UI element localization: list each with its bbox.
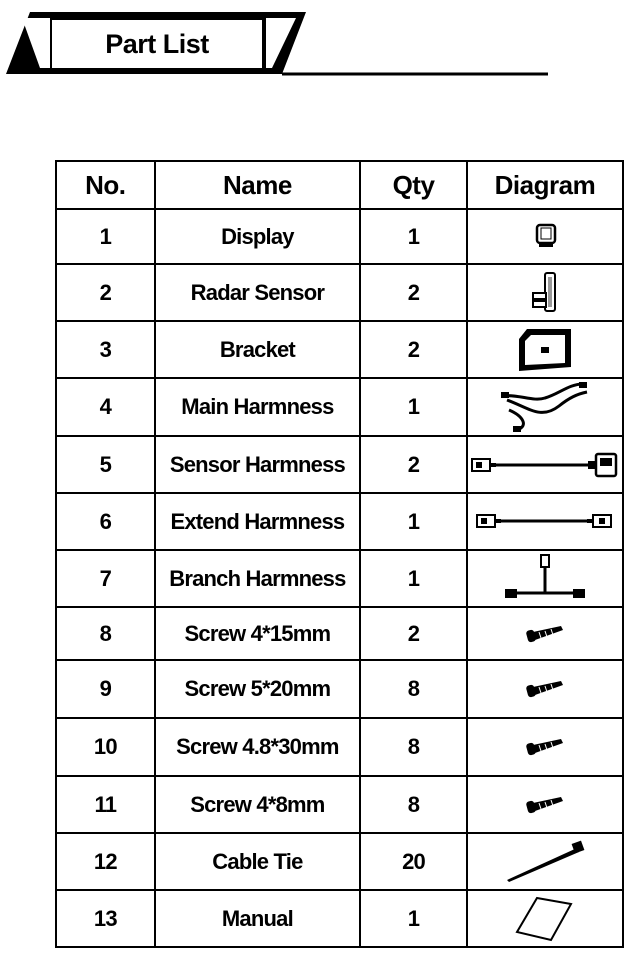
part-name: Screw 4*15mm bbox=[155, 607, 360, 660]
part-quantity: 2 bbox=[360, 264, 467, 321]
manual-icon bbox=[468, 896, 622, 942]
part-number: 12 bbox=[56, 833, 155, 890]
part-list-banner bbox=[0, 0, 640, 90]
part-name: Display bbox=[155, 209, 360, 264]
extend-harness-icon bbox=[468, 509, 622, 535]
table-row bbox=[56, 890, 623, 947]
column-header-no: No. bbox=[56, 161, 155, 209]
parts-table-body bbox=[56, 209, 623, 947]
column-header-qty: Qty bbox=[360, 161, 467, 209]
part-name: Main Harmness bbox=[155, 378, 360, 436]
table-row bbox=[56, 264, 623, 321]
part-quantity: 1 bbox=[360, 890, 467, 947]
part-diagram bbox=[467, 264, 623, 321]
table-row bbox=[56, 493, 623, 550]
part-quantity: 1 bbox=[360, 550, 467, 607]
part-quantity: 8 bbox=[360, 660, 467, 718]
part-name: Screw 5*20mm bbox=[155, 660, 360, 718]
part-number: 6 bbox=[56, 493, 155, 550]
branch-harness-icon bbox=[468, 553, 622, 605]
screw-icon bbox=[468, 793, 622, 817]
part-name: Extend Harmness bbox=[155, 493, 360, 550]
part-quantity: 2 bbox=[360, 321, 467, 378]
part-number: 11 bbox=[56, 776, 155, 833]
part-quantity: 8 bbox=[360, 776, 467, 833]
part-quantity: 1 bbox=[360, 493, 467, 550]
screw-icon bbox=[468, 622, 622, 646]
part-number: 10 bbox=[56, 718, 155, 776]
parts-table bbox=[55, 160, 624, 948]
part-name: Bracket bbox=[155, 321, 360, 378]
bracket-icon bbox=[468, 325, 622, 375]
cable-tie-icon bbox=[468, 840, 622, 884]
table-row bbox=[56, 209, 623, 264]
display-icon bbox=[468, 222, 622, 252]
part-diagram bbox=[467, 890, 623, 947]
table-row bbox=[56, 607, 623, 660]
part-name: Screw 4*8mm bbox=[155, 776, 360, 833]
screw-icon bbox=[468, 677, 622, 701]
screw-icon bbox=[468, 735, 622, 759]
table-row bbox=[56, 321, 623, 378]
table-row bbox=[56, 378, 623, 436]
part-number: 9 bbox=[56, 660, 155, 718]
part-number: 1 bbox=[56, 209, 155, 264]
part-diagram bbox=[467, 833, 623, 890]
part-diagram bbox=[467, 378, 623, 436]
table-row bbox=[56, 833, 623, 890]
part-diagram bbox=[467, 660, 623, 718]
page-title: Part List bbox=[105, 28, 209, 59]
part-quantity: 2 bbox=[360, 607, 467, 660]
part-diagram bbox=[467, 776, 623, 833]
table-row bbox=[56, 718, 623, 776]
part-number: 13 bbox=[56, 890, 155, 947]
column-header-name: Name bbox=[155, 161, 360, 209]
part-diagram bbox=[467, 718, 623, 776]
radar-sensor-icon bbox=[468, 271, 622, 315]
table-row bbox=[56, 776, 623, 833]
part-diagram bbox=[467, 607, 623, 660]
part-name: Branch Harmness bbox=[155, 550, 360, 607]
part-name: Cable Tie bbox=[155, 833, 360, 890]
main-harness-icon bbox=[468, 380, 622, 434]
part-name: Screw 4.8*30mm bbox=[155, 718, 360, 776]
part-name: Sensor Harmness bbox=[155, 436, 360, 493]
part-quantity: 2 bbox=[360, 436, 467, 493]
table-row bbox=[56, 550, 623, 607]
part-diagram bbox=[467, 209, 623, 264]
part-name: Radar Sensor bbox=[155, 264, 360, 321]
table-row bbox=[56, 660, 623, 718]
part-diagram bbox=[467, 493, 623, 550]
part-number: 4 bbox=[56, 378, 155, 436]
part-diagram bbox=[467, 436, 623, 493]
part-diagram bbox=[467, 550, 623, 607]
part-number: 7 bbox=[56, 550, 155, 607]
part-quantity: 8 bbox=[360, 718, 467, 776]
part-number: 8 bbox=[56, 607, 155, 660]
part-number: 2 bbox=[56, 264, 155, 321]
table-header-row bbox=[56, 161, 623, 209]
part-number: 5 bbox=[56, 436, 155, 493]
part-quantity: 20 bbox=[360, 833, 467, 890]
part-number: 3 bbox=[56, 321, 155, 378]
part-diagram bbox=[467, 321, 623, 378]
part-name: Manual bbox=[155, 890, 360, 947]
table-row bbox=[56, 436, 623, 493]
part-quantity: 1 bbox=[360, 378, 467, 436]
column-header-diagram: Diagram bbox=[467, 161, 623, 209]
sensor-harness-icon bbox=[468, 450, 622, 480]
part-quantity: 1 bbox=[360, 209, 467, 264]
